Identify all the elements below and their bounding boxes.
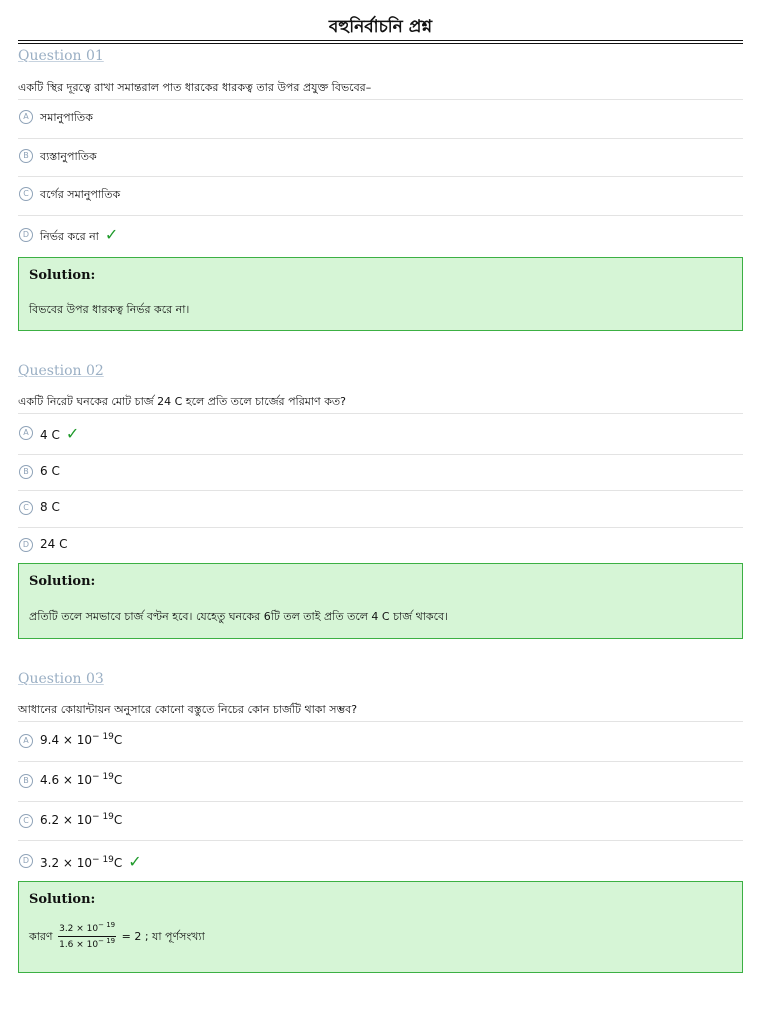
option-d[interactable] bbox=[18, 527, 743, 565]
page-header bbox=[18, 0, 743, 44]
exponent: − 19 bbox=[92, 855, 114, 865]
exponent: − 19 bbox=[92, 732, 114, 742]
exponent: − 19 bbox=[92, 772, 114, 782]
question-01 bbox=[18, 48, 743, 333]
fraction-numerator bbox=[58, 921, 116, 937]
option-letter-circle: C bbox=[19, 187, 33, 201]
option-text-wrap bbox=[40, 424, 79, 443]
mantissa: 9.4 × 10 bbox=[40, 733, 93, 747]
option-d[interactable] bbox=[18, 840, 743, 881]
option-a[interactable] bbox=[18, 413, 743, 454]
option-letter-circle: A bbox=[19, 426, 33, 440]
option-a[interactable] bbox=[18, 721, 743, 761]
denominator-exponent: − 19 bbox=[98, 937, 116, 945]
unit: C bbox=[113, 813, 123, 827]
option-b[interactable] bbox=[18, 761, 743, 801]
solution-prefix: কারণ bbox=[29, 930, 53, 943]
unit: C bbox=[113, 856, 123, 870]
option-c[interactable] bbox=[18, 176, 743, 214]
option-text-wrap bbox=[40, 225, 118, 247]
question-label: Question 02 bbox=[18, 363, 104, 379]
option-letter-circle: A bbox=[19, 734, 33, 748]
question-03 bbox=[18, 671, 743, 973]
question-label: Question 01 bbox=[18, 48, 104, 64]
check-mark-icon: ✓ bbox=[65, 424, 80, 443]
exponent: − 19 bbox=[92, 812, 114, 822]
question-text: একটি নিরেট ঘনকের মোট চার্জ 24 C হলে প্রতি তলে চার্জের পরিমাণ কত? bbox=[18, 395, 346, 408]
header-rule bbox=[18, 40, 743, 41]
option-text: 8 C bbox=[40, 500, 60, 514]
option-c[interactable] bbox=[18, 801, 743, 840]
solution-text: প্রতিটি তলে সমভাবে চার্জ বণ্টন হবে। যেহেতু ঘনকের 6টি তল তাই প্রতি তলে 4 C চার্জ থাকবে। bbox=[29, 610, 449, 623]
option-b[interactable] bbox=[18, 454, 743, 492]
solution-box bbox=[18, 563, 743, 639]
option-letter-circle: D bbox=[19, 854, 33, 868]
question-text: একটি স্থির দূরত্বে রাখা সমান্তরাল পাত ধারকের ধারকত্ব তার উপর প্রযুক্ত বিভবের– bbox=[18, 81, 372, 94]
question-02 bbox=[18, 363, 743, 640]
option-text: সমানুপাতিক bbox=[40, 111, 93, 124]
option-letter-circle: B bbox=[19, 149, 33, 163]
option-a[interactable] bbox=[18, 99, 743, 137]
option-letter-circle: B bbox=[19, 774, 33, 788]
page-title: বহুনির্বাচনি প্রশ্ন bbox=[328, 17, 433, 37]
option-b[interactable] bbox=[18, 138, 743, 176]
fraction-denominator bbox=[58, 937, 116, 950]
denominator-mantissa: 1.6 × 10 bbox=[59, 940, 99, 950]
unit: C bbox=[113, 733, 123, 747]
option-text: 24 C bbox=[40, 537, 68, 551]
option-letter-circle: D bbox=[19, 228, 33, 242]
numerator-mantissa: 3.2 × 10 bbox=[59, 924, 99, 934]
mantissa: 4.6 × 10 bbox=[40, 773, 93, 787]
solution-title: Solution: bbox=[29, 892, 96, 907]
option-value bbox=[40, 773, 122, 787]
solution-box bbox=[18, 881, 743, 973]
question-label: Question 03 bbox=[18, 671, 104, 687]
solution-suffix: = 2 ; যা পূর্ণসংখ্যা bbox=[121, 930, 205, 943]
solution-title: Solution: bbox=[29, 268, 96, 283]
check-mark-icon: ✓ bbox=[128, 852, 142, 871]
option-value bbox=[40, 733, 122, 747]
mantissa: 3.2 × 10 bbox=[40, 856, 93, 870]
unit: C bbox=[113, 773, 123, 787]
option-d[interactable] bbox=[18, 215, 743, 257]
option-letter-circle: B bbox=[19, 465, 33, 479]
option-letter-circle: C bbox=[19, 501, 33, 515]
option-text: নির্ভর করে না bbox=[40, 230, 99, 243]
option-text: বর্গের সমানুপাতিক bbox=[40, 188, 121, 201]
solution-title: Solution: bbox=[29, 574, 96, 589]
option-letter-circle: A bbox=[19, 110, 33, 124]
numerator-exponent: − 19 bbox=[98, 921, 116, 929]
option-letter-circle: D bbox=[19, 538, 33, 552]
option-text: 4 C bbox=[40, 428, 60, 442]
solution-formula bbox=[29, 921, 205, 950]
option-c[interactable] bbox=[18, 490, 743, 528]
check-mark-icon: ✓ bbox=[104, 225, 119, 244]
header-rule-double bbox=[18, 43, 743, 44]
option-letter-circle: C bbox=[19, 814, 33, 828]
solution-text: বিভবের উপর ধারকত্ব নির্ভর করে না। bbox=[29, 303, 190, 316]
solution-box bbox=[18, 257, 743, 331]
question-text: আধানের কোয়ান্টায়ন অনুসারে কোনো বস্তুতে নিচের কোন চার্জটি থাকা সম্ভব? bbox=[18, 703, 358, 716]
option-value bbox=[40, 852, 142, 871]
option-text: ব্যস্তানুপাতিক bbox=[40, 150, 97, 163]
fraction bbox=[58, 921, 116, 950]
option-value bbox=[40, 813, 122, 827]
mantissa: 6.2 × 10 bbox=[40, 813, 93, 827]
option-text: 6 C bbox=[40, 464, 60, 478]
